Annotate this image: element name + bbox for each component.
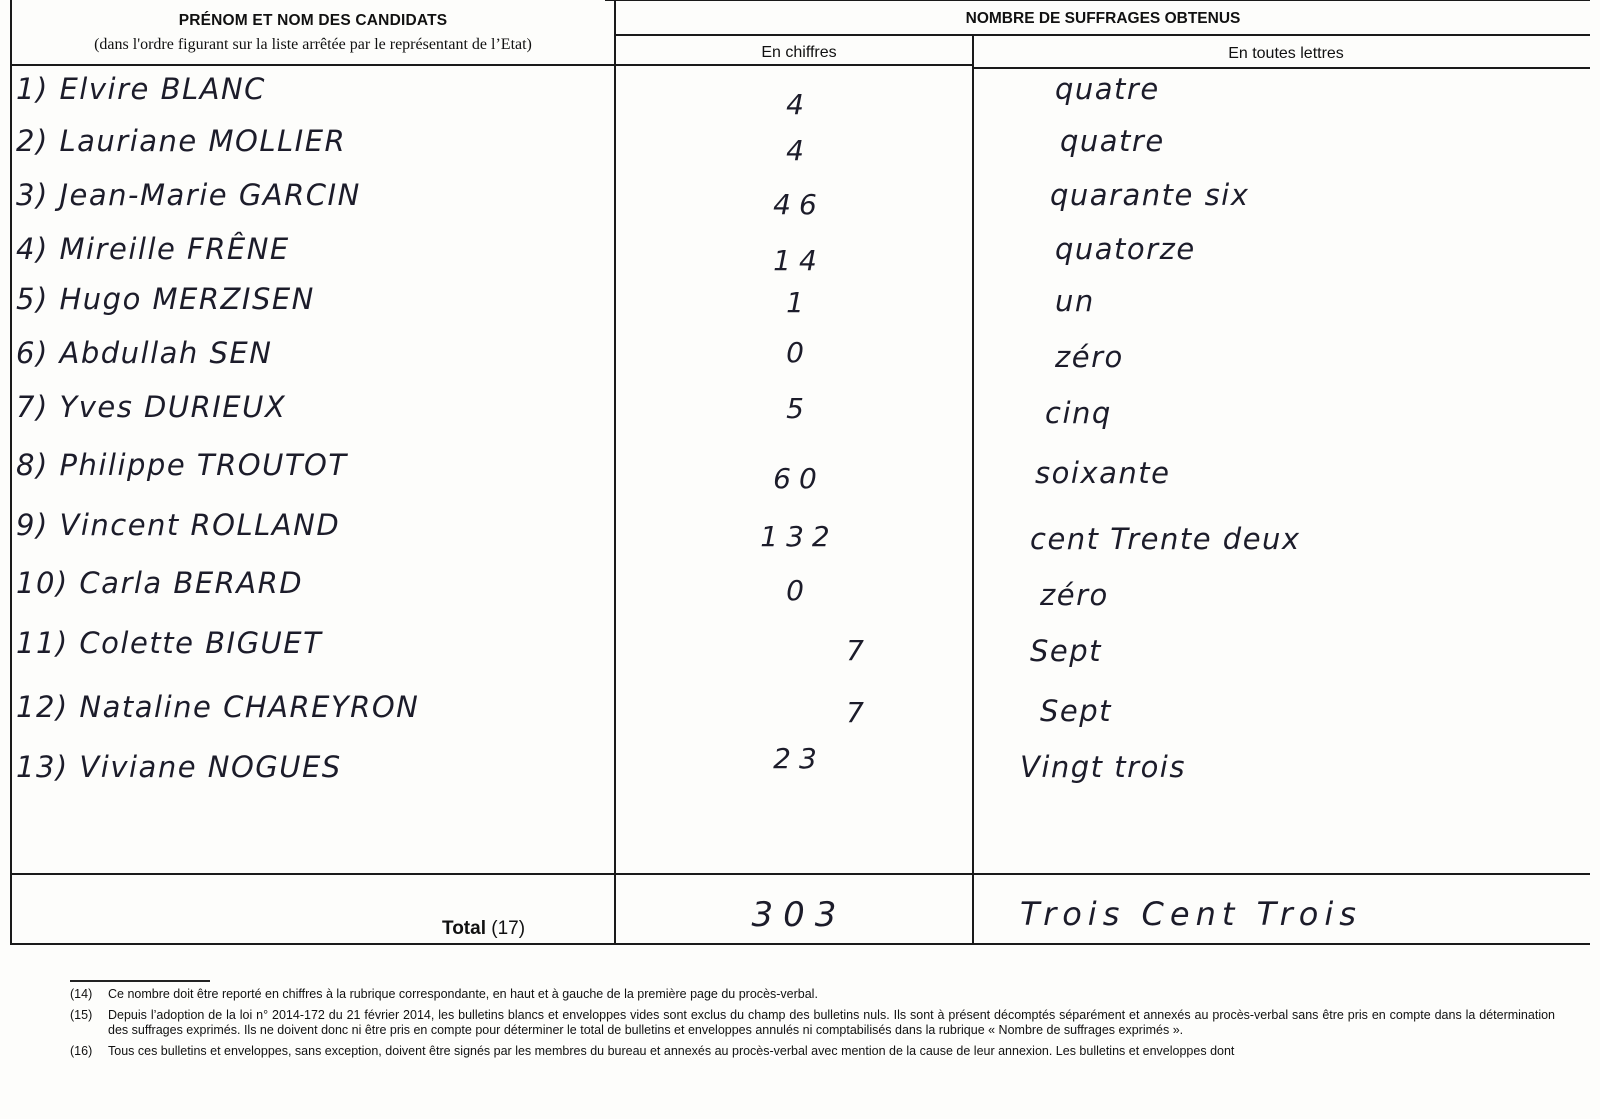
total-label-text: Total bbox=[442, 918, 486, 939]
footnotes bbox=[70, 987, 1555, 1065]
footnote-text: Depuis l’adoption de la loi n° 2014-172 du 21 février 2014, les bulletins blancs et enveloppes vides sont exclus du champ des bulletins nuls. Ils sont à présent décomptés séparément et annexés au procès-verbal sans être pris en compte dans la détermination des suffrages exprimés. Ils ne doivent donc ni être pris en compte pour déterminer le total de bulletins et enveloppes annulés ni comptabilisés dans la rubrique « Nombre de suffrages exprimés ». bbox=[108, 1008, 1555, 1037]
results-table bbox=[10, 0, 1590, 962]
footnote bbox=[70, 987, 1555, 1002]
column-header-words: En toutes lettres bbox=[1228, 45, 1344, 62]
votes-figures: 4 bbox=[786, 88, 812, 121]
votes-figures: 132 bbox=[760, 520, 838, 553]
votes-words: zéro bbox=[1055, 340, 1124, 374]
votes-figures: 23 bbox=[773, 742, 825, 775]
table-row bbox=[10, 232, 1590, 288]
votes-words: quarante six bbox=[1050, 178, 1250, 212]
footnote-number: (14) bbox=[70, 987, 93, 1001]
candidate-name: 2) Lauriane MOLLIER bbox=[16, 124, 347, 158]
table-row bbox=[10, 508, 1590, 564]
footnote-text: Tous ces bulletins et enveloppes, sans exception, doivent être signés par les membres du bureau et annexés au procès-verbal avec mention de la cause de leur annexion. Les bulletins et enveloppes dont bbox=[108, 1044, 1235, 1058]
votes-words: quatre bbox=[1055, 72, 1160, 106]
candidate-name: 11) Colette BIGUET bbox=[16, 626, 323, 660]
votes-figures: 60 bbox=[773, 462, 825, 495]
footnote bbox=[70, 1044, 1555, 1059]
votes-figures: 7 bbox=[846, 634, 872, 667]
candidates-header-title: PRÉNOM ET NOM DES CANDIDATS bbox=[178, 12, 448, 29]
candidate-name: 7) Yves DURIEUX bbox=[16, 390, 287, 424]
votes-words: Sept bbox=[1030, 634, 1103, 668]
table-row bbox=[10, 742, 1590, 806]
votes-words: quatorze bbox=[1055, 232, 1196, 266]
table-row bbox=[10, 124, 1590, 180]
total-votes-words: Trois Cent Trois bbox=[1020, 895, 1362, 933]
footnote bbox=[70, 1008, 1555, 1038]
header-rule-left bbox=[10, 64, 616, 66]
candidate-name: 1) Elvire BLANC bbox=[16, 72, 266, 106]
candidate-name: 6) Abdullah SEN bbox=[16, 336, 273, 370]
votes-words: cent Trente deux bbox=[1030, 522, 1301, 556]
votes-figures: 7 bbox=[846, 696, 872, 729]
header-rule-right bbox=[616, 34, 1590, 36]
table-row bbox=[10, 336, 1590, 392]
candidate-name: 9) Vincent ROLLAND bbox=[16, 508, 341, 542]
votes-words: un bbox=[1055, 284, 1095, 318]
candidate-name: 12) Nataline CHAREYRON bbox=[16, 690, 420, 724]
table-row bbox=[10, 626, 1590, 682]
candidate-name: 13) Viviane NOGUES bbox=[16, 750, 342, 784]
total-votes-figures: 303 bbox=[751, 895, 847, 935]
footnote-text: Ce nombre doit être reporté en chiffres à la rubrique correspondante, en haut et à gauche de la première page du procès-verbal. bbox=[108, 987, 818, 1001]
votes-words: soixante bbox=[1035, 456, 1171, 490]
table-row bbox=[10, 282, 1590, 338]
candidate-name: 5) Hugo MERZISEN bbox=[16, 282, 315, 316]
votes-words: cinq bbox=[1045, 396, 1112, 430]
footnote-number: (16) bbox=[70, 1044, 93, 1058]
footnote-separator bbox=[70, 980, 210, 982]
votes-words: zéro bbox=[1040, 578, 1109, 612]
total-label bbox=[442, 918, 525, 940]
table-border-top bbox=[605, 0, 1590, 1]
total-footnote-ref: (17) bbox=[491, 918, 526, 939]
votes-figures: 4 bbox=[786, 134, 812, 167]
votes-words: quatre bbox=[1060, 124, 1165, 158]
header-rule-end bbox=[972, 67, 1590, 69]
table-border-bottom bbox=[10, 943, 1590, 945]
candidate-name: 4) Mireille FRÊNE bbox=[16, 232, 290, 266]
votes-figures: 0 bbox=[786, 336, 812, 369]
total-rule bbox=[10, 873, 1590, 875]
votes-words: Vingt trois bbox=[1020, 750, 1186, 784]
votes-words: Sept bbox=[1040, 694, 1113, 728]
candidate-name: 3) Jean-Marie GARCIN bbox=[16, 178, 361, 212]
table-row bbox=[10, 448, 1590, 504]
table-row bbox=[10, 390, 1590, 446]
votes-figures: 5 bbox=[786, 392, 812, 425]
candidate-name: 10) Carla BERARD bbox=[16, 566, 304, 600]
candidates-header-subtitle: (dans l'ordre figurant sur la liste arrêtée par le représentant de l’Etat) bbox=[94, 36, 532, 53]
candidate-name: 8) Philippe TROUTOT bbox=[16, 448, 348, 482]
table-row bbox=[10, 566, 1590, 622]
column-header-figures: En chiffres bbox=[761, 44, 837, 61]
votes-figures: 14 bbox=[773, 244, 825, 277]
votes-figures: 46 bbox=[773, 188, 825, 221]
table-row bbox=[10, 72, 1590, 128]
votes-figures: 1 bbox=[786, 286, 812, 319]
votes-figures: 0 bbox=[786, 574, 812, 607]
table-row bbox=[10, 178, 1590, 234]
footnote-number: (15) bbox=[70, 1008, 93, 1022]
table-row bbox=[10, 690, 1590, 746]
votes-header-title: NOMBRE DE SUFFRAGES OBTENUS bbox=[965, 10, 1241, 27]
header-rule-mid bbox=[616, 64, 974, 66]
